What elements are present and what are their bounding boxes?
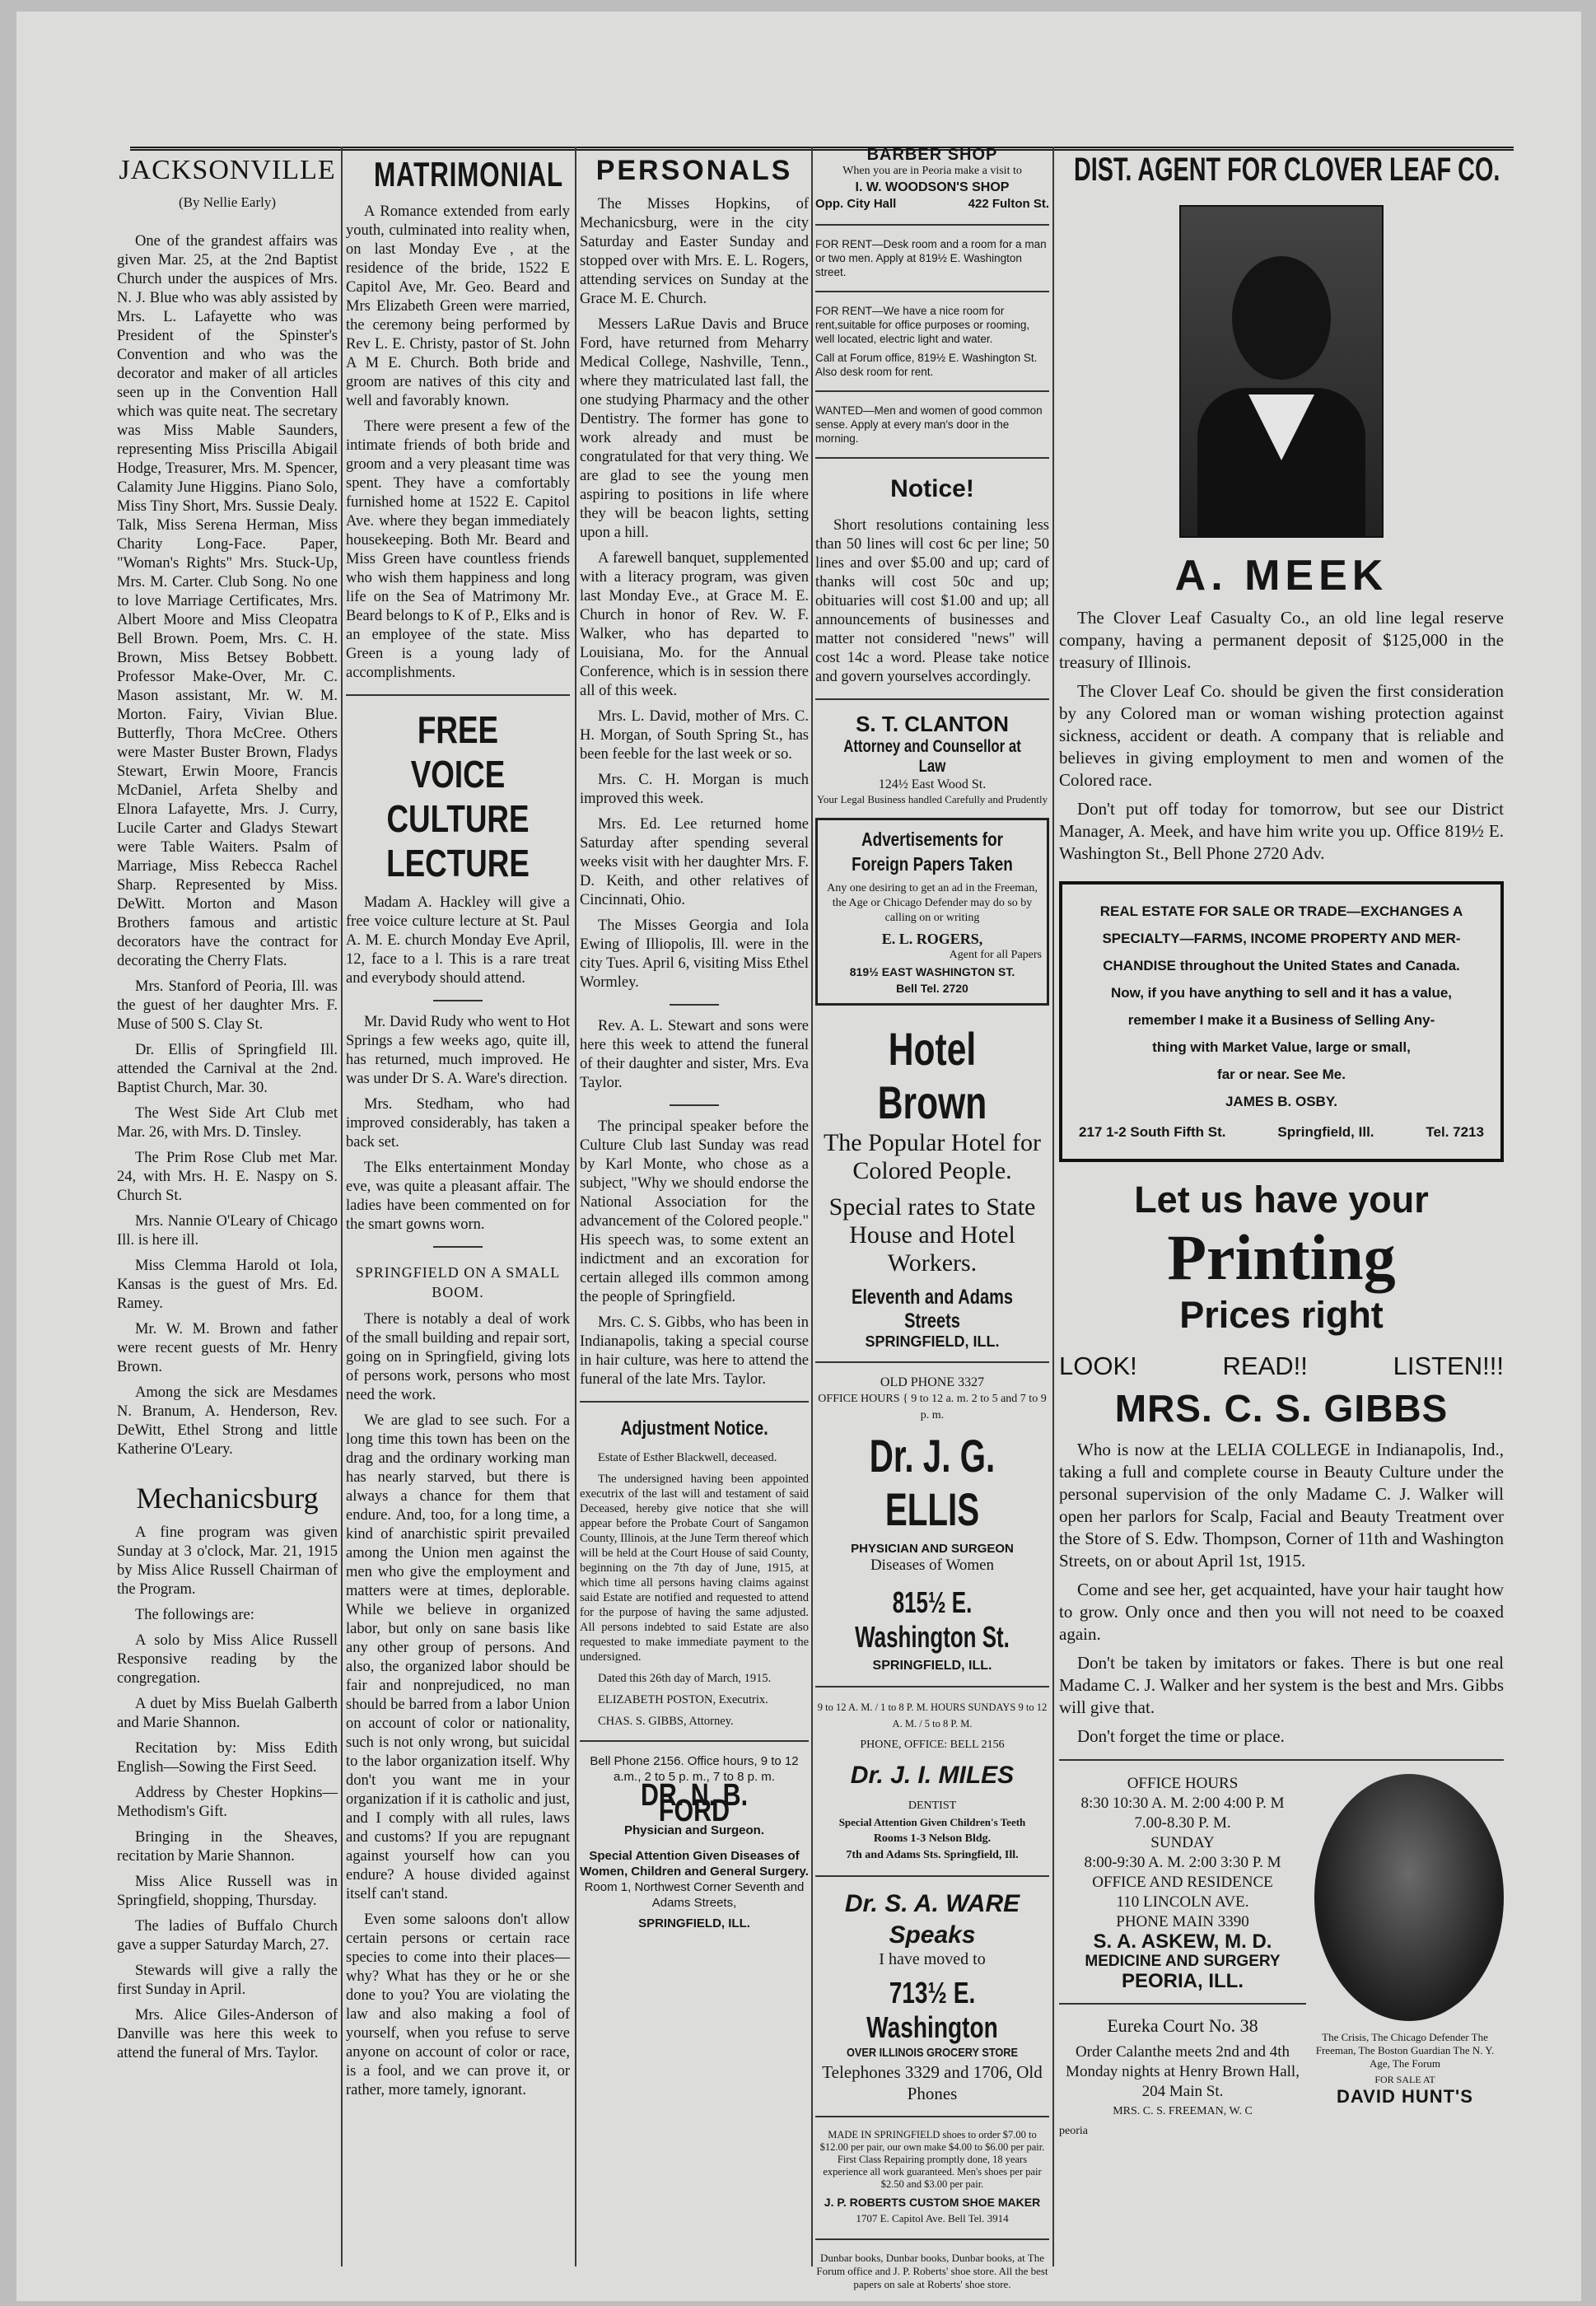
clover-leaf-paragraph: The Clover Leaf Casualty Co., an old line legal reserve company, having a permanent deposit of $125,000 in the treasury of Illinois. bbox=[1059, 608, 1504, 672]
meek-portrait bbox=[1179, 205, 1384, 538]
ford-city: SPRINGFIELD, ILL. bbox=[638, 1916, 750, 1930]
byline: (By Nellie Early) bbox=[178, 194, 276, 210]
personals-paragraph: The Misses Hopkins, of Mechanicsburg, were in the city Saturday and Easter Sunday and stopped over with Mrs. E. L. Rogers, attending services on Sunday at the Grace M. E. Church. bbox=[580, 196, 809, 307]
jacksonville-paragraph: The West Side Art Club met Mar. 26, with Mrs. D. Tinsley. bbox=[117, 1105, 338, 1141]
miles-name: Dr. J. I. MILES bbox=[850, 1762, 1015, 1789]
column-rule bbox=[1052, 147, 1054, 2266]
adjustment-paragraph: CHAS. S. GIBBS, Attorney. bbox=[598, 1715, 734, 1728]
headline-mechanicsburg: Mechanicsburg bbox=[136, 1482, 319, 1515]
hotel-brown-name: Hotel Brown bbox=[877, 1023, 987, 1128]
askew-line: OFFICE AND RESIDENCE bbox=[1092, 1874, 1273, 1891]
askew-side bbox=[1306, 1774, 1504, 2141]
rent-ad-3: Call at Forum office, 819½ E. Washington St. Also desk room for rent. bbox=[815, 352, 1038, 378]
jacksonville-body bbox=[117, 232, 338, 1459]
notice-headline: Notice! bbox=[890, 475, 974, 502]
real-estate-line: far or near. See Me. bbox=[1217, 1067, 1346, 1082]
column-jacksonville bbox=[117, 147, 338, 2266]
ware-addr: 713½ E. Washington bbox=[866, 1976, 998, 2044]
foreign-body: Any one desiring to get an ad in the Freeman, the Age or Chicago Defender may do so by calling on or writing bbox=[827, 882, 1038, 924]
jacksonville-paragraph: Dr. Ellis of Springfield Ill. attended the Carnival at the 2nd. Baptist Church, Mar. 30. bbox=[117, 1042, 338, 1096]
springfield-paragraph: There is notably a deal of work of the small building and repair sort, going on in Springfield, giving lots of persons work, persons who most need the work. bbox=[346, 1311, 570, 1403]
askew-line: 110 LINCOLN AVE. bbox=[1116, 1893, 1249, 1911]
personals-paragraph: Messers LaRue Davis and Bruce Ford, have returned from Meharry Medical College, Nashville, Tenn., where they matriculated last fall, the one studying Pharmacy and the other Dentistry. The former has gone to work already and must be congratulated for that very thing. We are glad to see the young men aspiring to positions in life where they will be beacon lights, setting upon a hill. bbox=[580, 316, 809, 541]
personals-body-3 bbox=[580, 1118, 809, 1389]
ford-ad bbox=[580, 1753, 809, 1931]
barber-ad bbox=[815, 147, 1049, 212]
real-estate-line: SPECIALTY—FARMS, INCOME PROPERTY AND MER- bbox=[1102, 931, 1461, 946]
gibbs-paragraph: Who is now at the LELIA COLLEGE in Indianapolis, Ind., taking a full and complete course in Beauty Culture under the personal supervision of the only Madame C. J. Walker will open her parlors for Scalp, Facial and Beauty Treatment over the Store of S. Edw. Thompson, Corner of 11th and Washington Streets, on or about April 1st, 1915. bbox=[1059, 1440, 1504, 1571]
portrait-face bbox=[1232, 256, 1331, 380]
jacksonville-paragraph: Miss Clemma Harold ot Iola, Kansas is the guest of Mrs. Ed. Ramey. bbox=[117, 1258, 338, 1312]
askew-line: PHONE MAIN 3390 bbox=[1116, 1913, 1249, 1930]
personals-paragraph: Mrs. C. S. Gibbs, who has been in Indianapolis, taking a special course in hair culture, was here to attend the funeral of the late Mrs. Taylor. bbox=[580, 1314, 809, 1388]
free-lecture-body bbox=[346, 894, 570, 988]
ford-title: Physician and Surgeon. bbox=[623, 1823, 765, 1837]
divider bbox=[815, 224, 1049, 226]
askew-name: S. A. ASKEW, M. D. bbox=[1093, 1930, 1272, 1953]
jacksonville-paragraph: Among the sick are Mesdames N. Branum, A. Henderson, Rev. DeWitt, Ethel Strong and little Katherine O'Leary. bbox=[117, 1384, 338, 1458]
ellis-spec: Diseases of Women bbox=[870, 1557, 995, 1574]
divider bbox=[815, 457, 1049, 459]
personals-paragraph: Rev. A. L. Stewart and sons were here this week to attend the funeral of their daughter and sister, Mrs. Eva Taylor. bbox=[580, 1018, 809, 1091]
gibbs-paragraph: Come and see her, get acquainted, have your hair taught how to grow. Only once and then you will not need to be coaxed again. bbox=[1059, 1580, 1504, 1644]
adjustment-paragraph: ELIZABETH POSTON, Executrix. bbox=[598, 1693, 768, 1706]
peoria-text: peoria bbox=[1059, 2125, 1088, 2137]
meek-body bbox=[1059, 607, 1504, 865]
gibbs-paragraph: Don't forget the time or place. bbox=[1077, 1726, 1285, 1746]
ware-moved: I have moved to bbox=[879, 1950, 986, 1968]
foreign-papers-ad bbox=[815, 818, 1049, 1006]
matrimonial-paragraph: A Romance extended from early youth, culminated into reality when, on last Monday Eve , at the residence of the bride, 1522 E Capitol Ave, Mr. Geo. Beard and Mrs Elizabeth Green were married, the ceremony being performed by Rev L. E. Christy, pastor of St. John A M E. Church. Both bride and groom are natives of this city and well and favorably known. bbox=[346, 203, 570, 409]
ford-hours: Bell Phone 2156. Office hours, 9 to 12 a.m., 2 to 5 p. m., 7 to 8 p. m. bbox=[590, 1754, 799, 1784]
free-lecture-paragraph: Madam A. Hackley will give a free voice culture lecture at St. Paul A. M. E. church Monday Eve April, 12, face to a l. This is a rare treat and everybody should attend. bbox=[346, 894, 570, 987]
springfield-body bbox=[346, 1310, 570, 2100]
for-sale: FOR SALE AT bbox=[1374, 2074, 1435, 2085]
mechanicsburg-paragraph: The ladies of Buffalo Church gave a supper Saturday March, 27. bbox=[117, 1918, 338, 1954]
column-matrimonial bbox=[346, 147, 570, 2266]
adjustment-paragraph: The undersigned having been appointed executrix of the last will and testament of said Deceased, hereby give notice that she will appear before the Probate Court of Sangamon County, Illinois, at the June Term thereof which will be held at the Court House of said County, beginning on the 7th day of June, 1915, at which time all persons having claims against said Estate are notified and requested to attend for the purpose of having the same adjusted. All persons indebted to said Estate are also requested to make immediate payment to the undersigned. bbox=[580, 1473, 809, 1664]
barber-name: I. W. WOODSON'S SHOP bbox=[855, 180, 1010, 194]
real-estate-line: Now, if you have anything to sell and it has a value, bbox=[1110, 985, 1453, 1001]
gibbs-body bbox=[1059, 1439, 1504, 1748]
gibbs-paragraph: Don't be taken by imitators or fakes. There is but one real Madame C. J. Walker and her system is the best and Mrs. Gibbs will give that. bbox=[1059, 1653, 1504, 1717]
mechanicsburg-paragraph: Miss Alice Russell was in Springfield, shopping, Thursday. bbox=[117, 1874, 338, 1909]
clanton-name: S. T. CLANTON bbox=[856, 712, 1009, 736]
ellis-hours: OFFICE HOURS { 9 to 12 a. m. 2 to 5 and 7 to 9 p. m. bbox=[818, 1393, 1047, 1421]
clanton-addr: 124½ East Wood St. bbox=[878, 777, 987, 791]
askew-line: 8:00-9:30 A. M. 2:00 3:30 P. M bbox=[1084, 1854, 1281, 1871]
divider bbox=[580, 1401, 809, 1403]
ellis-phone: OLD PHONE 3327 bbox=[880, 1375, 985, 1389]
shoe-text: MADE IN SPRINGFIELD shoes to order $7.00 to $12.00 per pair, our own make $4.00 to $6.00 per pair. First Class Repairing promptly done, 18 years experience all work guaranteed. Men's shoes per pair $2.50 and $3.00 per pair. bbox=[819, 2129, 1045, 2190]
miles-spec: Special Attention Given Children's Teeth bbox=[838, 1816, 1026, 1828]
misc-paragraph: Mrs. Stedham, who had improved considerably, has taken a back set. bbox=[346, 1096, 570, 1151]
askew-portrait bbox=[1314, 1774, 1504, 2021]
barber-addr-left: Opp. City Hall bbox=[815, 197, 897, 211]
wanted-ad: WANTED—Men and women of good common sense. Apply at every man's door in the morning. bbox=[815, 404, 1043, 445]
adjustment-paragraph: Estate of Esther Blackwell, deceased. bbox=[598, 1451, 777, 1464]
adjustment-paragraph: Dated this 26th day of March, 1915. bbox=[598, 1672, 772, 1685]
misc-paragraph: Mr. David Rudy who went to Hot Springs a few weeks ago, quite ill, has returned, much improved. He was under Dr S. A. Ware's direction. bbox=[346, 1014, 570, 1087]
miles-hours: 9 to 12 A. M. / 1 to 8 P. M. HOURS SUNDAYS 9 to 12 A. M. / 5 to 8 P. M. bbox=[817, 1701, 1048, 1730]
ware-speaks: Speaks bbox=[889, 1921, 976, 1949]
askew-line: SUNDAY bbox=[1150, 1834, 1215, 1851]
divider bbox=[433, 1000, 483, 1001]
askew-title: MEDICINE AND SURGERY bbox=[1085, 1953, 1281, 1970]
springfield-paragraph: We are glad to see such. For a long time this town has been on the drag and the ordinary working man has nearly starved, but there is always a chance for them that endure. And, too, for a long time, a kind of anarchistic spirit prevailed among the Union men against the men who give the employment and matters were at times, deplorable. While we believe in organized labor, but only on sane basis like any other group of persons. And also, the organized labor should be fair and nonprejudiced, no man should be barred from a labor Union on account of color or nationality, such is not only wrong, but suicidal to the labor organization itself. Why don't you want me in your organization if it is catholic and just, and I comply with all rules, laws and customs? If you are repugnant against yourself how can you endure? A house divided against itself can't stand. bbox=[346, 1412, 570, 1902]
real-estate-line: remember I make it a Business of Selling Any- bbox=[1127, 1012, 1435, 1028]
ellis-name: Dr. J. G. ELLIS bbox=[869, 1430, 996, 1535]
mechanicsburg-paragraph: The followings are: bbox=[135, 1607, 254, 1623]
askew-text bbox=[1059, 1774, 1306, 2141]
gibbs-name: MRS. C. S. GIBBS bbox=[1114, 1387, 1449, 1430]
headline-adjustment-notice: Adjustment Notice. bbox=[620, 1417, 768, 1440]
matrimonial-body bbox=[346, 203, 570, 683]
hotel-tagline: The Popular Hotel for Colored People. bbox=[823, 1129, 1042, 1184]
column-rule bbox=[811, 147, 813, 2266]
shoe-name: J. P. ROBERTS CUSTOM SHOE MAKER bbox=[824, 2196, 1041, 2209]
clanton-tag: Your Legal Business handled Carefully and Prudently bbox=[816, 793, 1048, 805]
column-rule bbox=[341, 147, 343, 2266]
barber-title: BARBER SHOP bbox=[866, 146, 998, 164]
meek-name: A. MEEK bbox=[1174, 552, 1388, 600]
shoe-addr: 1707 E. Capitol Ave. Bell Tel. 3914 bbox=[856, 2212, 1009, 2224]
divider bbox=[433, 1246, 483, 1248]
askew-line: OFFICE HOURS bbox=[1127, 1775, 1239, 1792]
ford-room: Room 1, Northwest Corner Seventh and Adams Streets, bbox=[584, 1880, 805, 1910]
divider bbox=[815, 698, 1049, 700]
mechanicsburg-paragraph: Bringing in the Sheaves, recitation by Marie Shannon. bbox=[117, 1829, 338, 1865]
mechanicsburg-paragraph: Address by Chester Hopkins—Methodism's Gift. bbox=[117, 1785, 338, 1820]
printing-line-1: Let us have your bbox=[1134, 1179, 1429, 1221]
jacksonville-paragraph: Mrs. Nannie O'Leary of Chicago Ill. is here ill. bbox=[117, 1213, 338, 1249]
adjustment-notice-body bbox=[580, 1450, 809, 1729]
ford-name: DR. N. B. FORD bbox=[640, 1778, 749, 1828]
rent-ad-1: FOR RENT—Desk room and a room for a man or two men. Apply at 819½ E. Washington street. bbox=[815, 238, 1047, 278]
eureka-sig: MRS. C. S. FREEMAN, W. C bbox=[1113, 2105, 1253, 2117]
papers-list: The Crisis, The Chicago Defender The Freeman, The Boston Guardian The N. Y. Age, The Forum bbox=[1315, 2031, 1495, 2070]
matrimonial-paragraph: There were present a few of the intimate friends of both bride and groom and a very pleasant time was spent. They have a comfortably furnished home at 1522 E. Capitol Ave. where they began immediately housekeeping. Both Mr. Beard and Miss Green have countless friends who wish them happiness and long life on the Sea of Matrimony Mr. Beard belongs to K of P., Elks and is an employee of the state. Miss Green is a young lady of accomplishments. bbox=[346, 418, 570, 681]
foreign-tel: Bell Tel. 2720 bbox=[896, 982, 968, 995]
mechanicsburg-paragraph: A duet by Miss Buelah Galberth and Marie Shannon. bbox=[117, 1696, 338, 1731]
clover-leaf-paragraph: The Clover Leaf Co. should be given the first consideration by any Colored man or woman wishing protection against sickness, accident or death. A company that is reliable and believes in giving employment to men and women of the Colored race. bbox=[1059, 681, 1504, 790]
real-estate-ad bbox=[1059, 881, 1504, 1162]
headline-jacksonville: JACKSONVILLE bbox=[119, 155, 336, 185]
divider bbox=[1059, 2003, 1306, 2005]
misc-items bbox=[346, 1013, 570, 1235]
dunbar-ad: Dunbar books, Dunbar books, Dunbar books, at The Forum office and J. P. Roberts' shoe store. All the best papers on sale at Roberts' shoe store. bbox=[816, 2252, 1048, 2290]
printing-line-2: Printing bbox=[1167, 1221, 1396, 1293]
clanton-title: Attorney and Counsellor at Law bbox=[843, 737, 1021, 776]
misc-paragraph: The Elks entertainment Monday eve, was quite a pleasant affair. The ladies have been commented on for the smart gowns worn. bbox=[346, 1160, 570, 1233]
miles-room: Rooms 1-3 Nelson Bldg. bbox=[873, 1832, 992, 1845]
jacksonville-paragraph: Mr. W. M. Brown and father were recent guests of Mr. Henry Brown. bbox=[117, 1321, 338, 1375]
ellis-title: PHYSICIAN AND SURGEON bbox=[851, 1542, 1014, 1556]
foreign-addr: 819½ EAST WASHINGTON ST. bbox=[849, 965, 1015, 978]
divider bbox=[670, 1104, 719, 1106]
mechanicsburg-paragraph: A solo by Miss Alice Russell Responsive reading by the congregation. bbox=[117, 1632, 338, 1687]
look-read-listen bbox=[1059, 1351, 1504, 1381]
personals-body bbox=[580, 195, 809, 992]
askew-ad bbox=[1059, 1774, 1504, 2141]
divider bbox=[1059, 1759, 1504, 1761]
personals-paragraph: Mrs. C. H. Morgan is much improved this week. bbox=[580, 772, 809, 807]
real-estate-lines bbox=[1079, 898, 1484, 1115]
divider bbox=[815, 1361, 1049, 1363]
mechanicsburg-paragraph: Recitation by: Miss Edith English—Sowing the First Seed. bbox=[117, 1740, 338, 1776]
jacksonville-paragraph: Mrs. Stanford of Peoria, Ill. was the guest of her daughter Mrs. F. Muse of 500 S. Clay St. bbox=[117, 978, 338, 1033]
divider bbox=[580, 1740, 809, 1742]
printing-line-3: Prices right bbox=[1179, 1294, 1384, 1336]
askew-line: 7.00-8.30 P. M. bbox=[1134, 1814, 1231, 1832]
ware-tel: Telephones 3329 and 1706, Old Phones bbox=[822, 2062, 1043, 2103]
foreign-name: E. L. ROGERS, bbox=[881, 931, 983, 947]
headline-free-voice-culture: FREE VOICE CULTURE LECTURE bbox=[386, 708, 530, 885]
springfield-paragraph: Even some saloons don't allow certain persons or certain race species to come into their places—why? What has they or he or she done to you? You are violating the law and also making a fool of yourself, when you refuse to serve anyone on account of color or race, is a fool, and we can prove it, or rather, more tamely, ignorant. bbox=[346, 1912, 570, 2098]
clover-leaf-headline: DIST. AGENT FOR CLOVER LEAF CO. bbox=[1074, 152, 1500, 188]
real-estate-line: CHANDISE throughout the United States and Canada. bbox=[1103, 958, 1460, 973]
re-addr-right: Tel. 7213 bbox=[1426, 1124, 1484, 1140]
column-ads bbox=[815, 146, 1049, 2290]
headline-matrimonial: MATRIMONIAL bbox=[374, 155, 563, 194]
divider bbox=[815, 1686, 1049, 1687]
barber-sub: When you are in Peoria make a visit to bbox=[842, 165, 1022, 177]
divider bbox=[346, 694, 570, 696]
personals-paragraph: The Misses Georgia and Iola Ewing of Illiopolis, Ill. were in the city Tues. April 6, visiting Miss Ethel Wormley. bbox=[580, 917, 809, 991]
personals-paragraph: Mrs. L. David, mother of Mrs. C. H. Morgan, of South Spring St., has been feeble for the last week or so. bbox=[580, 708, 809, 763]
notice-body: Short resolutions containing less than 50 lines will cost 6c per line; 50 lines and over $5.00 and up; card of thanks will cost 50c and up; obituaries will cost $1.00 and up; all announcements of businesses and matter not considered "news" will cost 14c a word. Please take notice and govern yourselves accordingly. bbox=[815, 517, 1049, 685]
mechanicsburg-paragraph: Stewards will give a rally the first Sunday in April. bbox=[117, 1963, 338, 1998]
jacksonville-paragraph: One of the grandest affairs was given Mar. 25, at the 2nd Baptist Church under the auspices of Mrs. N. J. Blue who was ably assisted by Mrs. L. Lafayette who was President of the Spinster's Convention and who was the decorator and maker of all articles seen up in the Convention Hall which was quite neat. The secretary was Miss Mable Saunders, representing Miss Priscilla Abigail Hodge, Treasurer, Mrs. M. Spencer, Calamity June Higgins. Piano Solo, Miss Tiny Short, Mrs. Sussie Dealy. Talk, Miss Serena Herman, Miss Charity Long-Face. Paper, "Woman's Rights" Mrs. Stuck-Up, Mrs. M. Carter. Club Song. No one to love Marriage Certificates, Mrs. Albert Moore and Miss Cleopatra Bell Brown. Poem, Mrs. C. H. Brown, Miss Betsey Bobbett. Professor Make-Over, Mr. C. Mason assistant, Mr. W. M. Morton. Fairy, Vivian Blue. Butterfly, Thora McCree. Others were Master Buster Brown, Fladys Stewart, Erwin Moore, Francis McDaniel, Arfeta Shelby and Elnora Lafayette, Mrs. J. Curry, Lucile Carter and Gladys Stewart were Table Waiters. Psalm of Marriage, Miss Rebecca Rachel Sharp. Represented by Miss. DeWitt. Morton and Mason Brothers famous and artistic decorators have the contract for decorating the Cherry Flats. bbox=[117, 233, 338, 969]
askew-line: 8:30 10:30 A. M. 2:00 4:00 P. M bbox=[1080, 1795, 1285, 1812]
miles-addr: 7th and Adams Sts. Springfield, Ill. bbox=[846, 1849, 1019, 1861]
ford-special: Special Attention Given Diseases of Women, Children and General Surgery. bbox=[580, 1849, 809, 1879]
barber-addr-right: 422 Fulton St. bbox=[968, 197, 1049, 211]
read-text: READ!! bbox=[1222, 1351, 1308, 1380]
divider bbox=[815, 291, 1049, 292]
listen-text: LISTEN!!! bbox=[1393, 1351, 1504, 1380]
mechanicsburg-paragraph: A fine program was given Sunday at 3 o'clock, Mar. 21, 1915 by Miss Alice Russell Chairman of the Program. bbox=[117, 1524, 338, 1598]
askew-lines bbox=[1059, 1774, 1306, 1932]
foreign-title: Advertisements for Foreign Papers Taken bbox=[852, 829, 1013, 875]
askew-city: PEORIA, ILL. bbox=[1121, 1970, 1244, 1992]
look-text: LOOK! bbox=[1059, 1351, 1137, 1380]
divider bbox=[815, 1875, 1049, 1877]
ellis-addr: 815½ E. Washington St. bbox=[855, 1585, 1010, 1654]
hunt-name: DAVID HUNT'S bbox=[1337, 2086, 1473, 2107]
foreign-agent: Agent for all Papers bbox=[949, 949, 1042, 961]
hotel-addr: Eleventh and Adams Streets bbox=[852, 1286, 1013, 1333]
jacksonville-paragraph: The Prim Rose Club met Mar. 24, with Mrs. H. E. Naspy on S. Church St. bbox=[117, 1150, 338, 1204]
personals-paragraph: The principal speaker before the Culture Club last Sunday was read by Karl Monte, who chose as a subject, "Why we should endorse the National Association for the advancement of the Colored people." His speech was, to some extent an indictment and an excoration for certain alleged ills common among the people of Springfield. bbox=[580, 1118, 809, 1305]
column-rule bbox=[575, 147, 576, 2266]
divider bbox=[815, 2116, 1049, 2117]
clover-leaf-paragraph: Don't put off today for tomorrow, but see our District Manager, A. Meek, and have him write you up. Office 819½ E. Washington St., Bell Phone 2720 Adv. bbox=[1059, 799, 1504, 863]
real-estate-line: thing with Market Value, large or small, bbox=[1152, 1039, 1411, 1055]
mechanicsburg-paragraph: Mrs. Alice Giles-Anderson of Danville was here this week to attend the funeral of Mrs. Taylor. bbox=[117, 2007, 338, 2061]
ware-name: Dr. S. A. WARE bbox=[844, 1890, 1020, 1917]
real-estate-line: JAMES B. OSBY. bbox=[1225, 1094, 1338, 1109]
column-personals bbox=[580, 147, 809, 2266]
miles-title: DENTIST bbox=[908, 1800, 957, 1812]
personals-body-2 bbox=[580, 1017, 809, 1093]
personals-paragraph: A farewell banquet, supplemented with a literacy program, was given last Monday Eve., at Grace M. E. Church in honor of Rev. W. F. Walker, who has departed to Louisiana, Mo. for the Annual Conference, which is in session there all of this week. bbox=[580, 550, 809, 699]
re-addr-mid: Springfield, Ill. bbox=[1277, 1124, 1374, 1140]
divider bbox=[815, 390, 1049, 392]
headline-personals: PERSONALS bbox=[595, 155, 793, 186]
hotel-rates: Special rates to State House and Hotel Workers. bbox=[828, 1193, 1036, 1277]
hotel-city: SPRINGFIELD, ILL. bbox=[865, 1333, 1000, 1350]
eureka-head: Eureka Court No. 38 bbox=[1107, 2015, 1258, 2036]
real-estate-line: REAL ESTATE FOR SALE OR TRADE—EXCHANGES A bbox=[1099, 903, 1463, 919]
mechanicsburg-body bbox=[117, 1524, 338, 2063]
divider bbox=[815, 2238, 1049, 2240]
miles-phone: PHONE, OFFICE: BELL 2156 bbox=[860, 1739, 1005, 1751]
ware-store: OVER ILLINOIS GROCERY STORE bbox=[846, 2046, 1019, 2060]
re-addr-left: 217 1-2 South Fifth St. bbox=[1079, 1124, 1226, 1140]
eureka-text: Order Calanthe meets 2nd and 4th Monday nights at Henry Brown Hall, 204 Main St. bbox=[1066, 2043, 1300, 2100]
rent-ad-2: FOR RENT—We have a nice room for rent,suitable for office purposes or rooming, well located, electric light and water. bbox=[815, 305, 1030, 345]
personals-paragraph: Mrs. Ed. Lee returned home Saturday after spending several weeks visit with her daughter Mrs. F. D. Keith, and other relatives of Cincinnati, Ohio. bbox=[580, 816, 809, 908]
divider bbox=[670, 1004, 719, 1006]
headline-springfield: SPRINGFIELD ON A SMALL BOOM. bbox=[355, 1264, 561, 1300]
ellis-city: SPRINGFIELD, ILL. bbox=[872, 1659, 992, 1673]
column-right-ads bbox=[1059, 147, 1504, 2266]
